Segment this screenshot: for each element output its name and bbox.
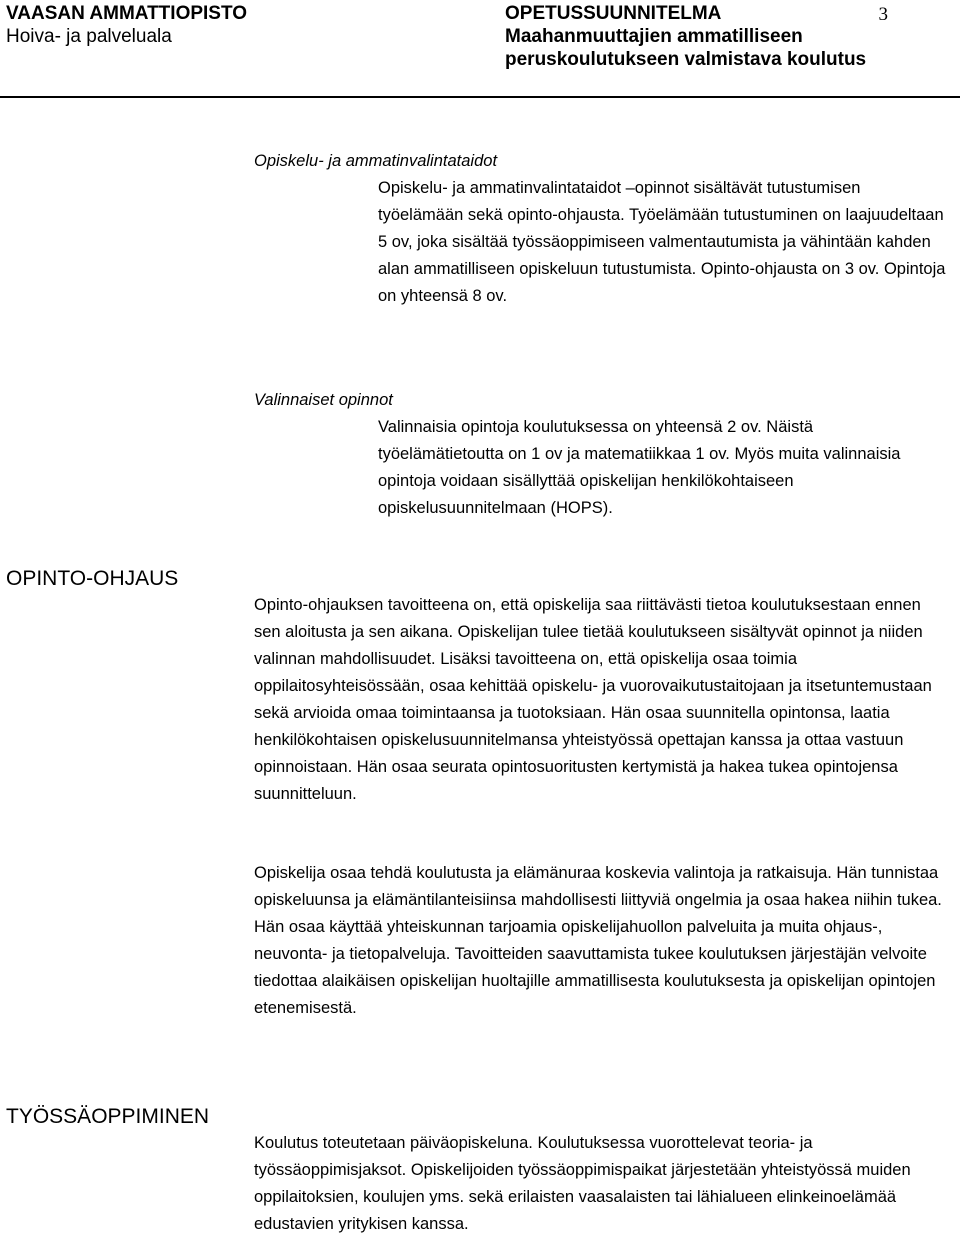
opinto-ohjaus-heading: OPINTO-OHJAUS	[6, 567, 179, 590]
header-right	[505, 2, 866, 71]
opiskelu-subheading: Opiskelu- ja ammatinvalintataidot	[254, 152, 498, 170]
page-number: 3	[878, 4, 888, 25]
valinnaiset-subheading: Valinnaiset opinnot	[254, 391, 393, 409]
document-title-line2: peruskoulutukseen valmistava koulutus	[505, 49, 867, 70]
header-divider	[0, 96, 960, 98]
opiskelu-paragraph: Opiskelu- ja ammatinvalintataidot –opinnot sisältävät tutustumisen työelämään sekä opinto-ohjausta. Työelämään tutustuminen on laajuudeltaan 5 ov, joka sisältää työssäoppimiseen valmentautumista ja vähintään kahden alan ammatilliseen opiskeluun tutustumista. Opinto-ohjausta on 3 ov. Opintoja on yhteensä 8 ov.	[378, 179, 946, 305]
opinto-ohjaus-paragraph-1: Opinto-ohjauksen tavoitteena on, että opiskelija saa riittävästi tietoa koulutuksestaan ennen sen aloitusta ja sen aikana. Opiskelijan tulee tietää koulutukseen sisältyvät opinnot ja niiden valinnan mahdollisuudet. Lisäksi tavoitteena on, että opiskelija osaa toimia oppilaitosyhteisössään, osaa kehittää opiskelu- ja vuorovaikutustaitojaan ja itsetuntemustaan sekä arvioida omaa toimintaansa ja tuotoksiaan. Hän osaa suunnitella opintonsa, laatia henkilökohtaisen opiskelusuunnitelmansa yhteistyössä opettajan kanssa ja ottaa vastuun opinnoistaan. Hän osaa seurata opintosuoritusten kertymistä ja hakea tukea opintojensa suunnitteluun.	[254, 596, 932, 803]
department-name: Hoiva- ja palveluala	[6, 26, 172, 47]
opinto-ohjaus-paragraph-2: Opiskelija osaa tehdä koulutusta ja elämänuraa koskevia valintoja ja ratkaisuja. Hän tunnistaa opiskeluunsa ja elämäntilanteisiinsa mahdollisesti liittyviä ongelmia ja osaa hakea niihin tukea. Hän osaa käyttää yhteiskunnan tarjoamia opiskelijahuollon palveluita ja muita ohjaus-, neuvonta- ja tietopalveluja. Tavoitteiden saavuttamista tukee koulutuksen järjestäjän velvoite tiedottaa alaikäisen opiskelijan huoltajille ammatillisesta koulutuksesta ja opiskelijan opintojen etenemisestä.	[254, 864, 942, 1017]
document-title-line1: Maahanmuuttajien ammatilliseen	[505, 26, 803, 47]
school-name: VAASAN AMMATTIOPISTO	[6, 3, 248, 24]
header-left	[6, 2, 247, 48]
document-type: OPETUSSUUNNITELMA	[505, 3, 722, 24]
tyossaoppiminen-paragraph: Koulutus toteutetaan päiväopiskeluna. Koulutuksessa vuorottelevat teoria- ja työssäoppimisjaksot. Opiskelijoiden työssäoppimispaikat järjestetään yhteistyössä muiden oppilaitoksien, koulujen yms. sekä erilaisten vaasalaisten tai lähialueen elinkeinoelämää edustavien yritykisen kanssa.	[254, 1134, 911, 1233]
valinnaiset-paragraph: Valinnaisia opintoja koulutuksessa on yhteensä 2 ov. Näistä työelämätietoutta on 1 ov ja matematiikkaa 1 ov. Myös muita valinnaisia opintoja voidaan sisällyttää opiskelijan henkilökohtaiseen opiskelusuunnitelmaan (HOPS).	[378, 418, 901, 517]
page-header	[0, 0, 960, 98]
tyossaoppiminen-heading: TYÖSSÄOPPIMINEN	[6, 1105, 210, 1128]
